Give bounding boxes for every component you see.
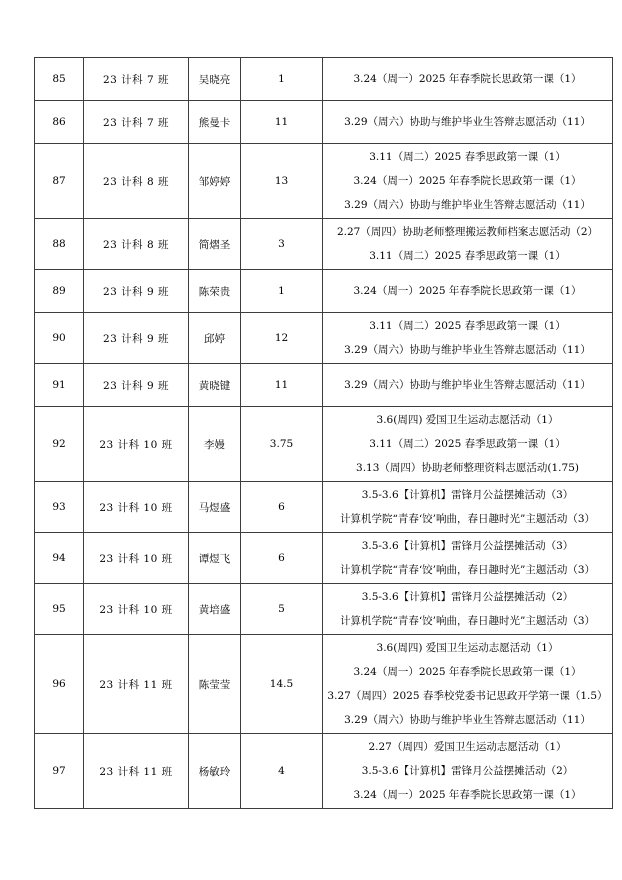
activity-line: 3.11（周二）2025 春季思政第一课（1） <box>369 438 566 450</box>
cell-class-name: 23 计科 11 班 <box>84 734 189 809</box>
cell-student-name: 邱婷 <box>189 313 241 364</box>
cell-activities <box>323 635 613 734</box>
activity-line: 3.24（周一）2025 年春季院长思政第一课（1） <box>353 666 582 678</box>
activity-line: 3.5-3.6【计算机】雷锋月公益摆摊活动（2） <box>361 591 574 603</box>
activity-line: 2.27（周四）爱国卫生运动志愿活动（1） <box>368 741 567 753</box>
activity-line: 3.24（周一）2025 年春季院长思政第一课（1） <box>353 789 582 801</box>
activity-line: 3.5-3.6【计算机】雷锋月公益摆摊活动（3） <box>361 540 574 552</box>
cell-total-hours: 13 <box>241 144 323 219</box>
cell-activities <box>323 734 613 809</box>
cell-class-name: 23 计科 11 班 <box>84 635 189 734</box>
cell-row-number: 89 <box>35 270 84 313</box>
cell-activities <box>323 482 613 533</box>
cell-class-name: 23 计科 10 班 <box>84 407 189 482</box>
cell-student-name: 黄培盛 <box>189 584 241 635</box>
cell-student-name: 陈荣贵 <box>189 270 241 313</box>
activity-line: 3.24（周一）2025 年春季院长思政第一课（1） <box>353 73 582 85</box>
activity-line: 3.11（周二）2025 春季思政第一课（1） <box>369 151 566 163</box>
cell-class-name: 23 计科 7 班 <box>84 58 189 101</box>
cell-row-number: 97 <box>35 734 84 809</box>
table-row <box>35 144 613 219</box>
cell-class-name: 23 计科 10 班 <box>84 584 189 635</box>
activity-line: 3.6(周四) 爱国卫生运动志愿活动（1） <box>376 414 559 426</box>
activity-line: 3.11（周二）2025 春季思政第一课（1） <box>369 250 566 262</box>
cell-total-hours: 3.75 <box>241 407 323 482</box>
activity-line: 3.29（周六）协助与维护毕业生答辩志愿活动（11） <box>344 116 591 128</box>
cell-student-name: 吴晓亮 <box>189 58 241 101</box>
activity-line: 3.29（周六）协助与维护毕业生答辩志愿活动（11） <box>344 199 591 211</box>
cell-total-hours: 11 <box>241 364 323 407</box>
cell-student-name: 陈莹莹 <box>189 635 241 734</box>
activity-line: 计算机学院“青春‘饺’响曲，春日趣时光”主题活动（3） <box>339 564 596 576</box>
cell-student-name: 李嫚 <box>189 407 241 482</box>
table-row <box>35 219 613 270</box>
activity-line: 3.24（周一）2025 年春季院长思政第一课（1） <box>353 175 582 187</box>
cell-row-number: 91 <box>35 364 84 407</box>
cell-activities <box>323 313 613 364</box>
activity-line: 3.29（周六）协助与维护毕业生答辩志愿活动（11） <box>344 344 591 356</box>
cell-total-hours: 4 <box>241 734 323 809</box>
cell-row-number: 94 <box>35 533 84 584</box>
activity-line: 3.11（周二）2025 春季思政第一课（1） <box>369 320 566 332</box>
cell-student-name: 黄晓键 <box>189 364 241 407</box>
activity-line: 3.6(周四) 爱国卫生运动志愿活动（1） <box>376 642 559 654</box>
activity-line: 3.27（周四）2025 春季校党委书记思政开学第一课（1.5） <box>327 690 608 702</box>
cell-total-hours: 11 <box>241 101 323 144</box>
cell-row-number: 85 <box>35 58 84 101</box>
cell-row-number: 87 <box>35 144 84 219</box>
cell-class-name: 23 计科 9 班 <box>84 313 189 364</box>
cell-total-hours: 3 <box>241 219 323 270</box>
cell-activities <box>323 364 613 407</box>
cell-row-number: 90 <box>35 313 84 364</box>
cell-total-hours: 5 <box>241 584 323 635</box>
cell-class-name: 23 计科 10 班 <box>84 482 189 533</box>
cell-student-name: 熊曼卡 <box>189 101 241 144</box>
cell-student-name: 杨敏玲 <box>189 734 241 809</box>
cell-row-number: 86 <box>35 101 84 144</box>
cell-total-hours: 1 <box>241 270 323 313</box>
cell-row-number: 95 <box>35 584 84 635</box>
table-row <box>35 584 613 635</box>
cell-student-name: 马煜盛 <box>189 482 241 533</box>
cell-activities <box>323 407 613 482</box>
cell-row-number: 93 <box>35 482 84 533</box>
activity-line: 3.5-3.6【计算机】雷锋月公益摆摊活动（3） <box>361 489 574 501</box>
cell-student-name: 谭煜飞 <box>189 533 241 584</box>
activity-line: 3.5-3.6【计算机】雷锋月公益摆摊活动（2） <box>361 765 574 777</box>
cell-activities <box>323 584 613 635</box>
cell-class-name: 23 计科 8 班 <box>84 144 189 219</box>
cell-activities <box>323 270 613 313</box>
cell-row-number: 96 <box>35 635 84 734</box>
cell-activities <box>323 144 613 219</box>
table-row <box>35 734 613 809</box>
cell-class-name: 23 计科 8 班 <box>84 219 189 270</box>
table-row <box>35 313 613 364</box>
table-row <box>35 533 613 584</box>
table-row <box>35 364 613 407</box>
cell-activities <box>323 219 613 270</box>
table-row <box>35 635 613 734</box>
cell-activities <box>323 533 613 584</box>
cell-row-number: 92 <box>35 407 84 482</box>
activity-line: 3.24（周一）2025 年春季院长思政第一课（1） <box>353 285 582 297</box>
activity-line: 3.13（周四）协助老师整理资料志愿活动(1.75) <box>356 462 579 474</box>
cell-student-name: 邹婷婷 <box>189 144 241 219</box>
cell-total-hours: 6 <box>241 482 323 533</box>
cell-row-number: 88 <box>35 219 84 270</box>
cell-class-name: 23 计科 7 班 <box>84 101 189 144</box>
cell-class-name: 23 计科 9 班 <box>84 364 189 407</box>
table-row <box>35 58 613 101</box>
cell-total-hours: 1 <box>241 58 323 101</box>
cell-student-name: 简熠圣 <box>189 219 241 270</box>
cell-total-hours: 14.5 <box>241 635 323 734</box>
activity-line: 3.29（周六）协助与维护毕业生答辩志愿活动（11） <box>344 379 591 391</box>
volunteer-hours-table <box>34 57 613 809</box>
cell-total-hours: 12 <box>241 313 323 364</box>
activity-line: 计算机学院“青春‘饺’响曲，春日趣时光”主题活动（3） <box>339 615 596 627</box>
activity-line: 计算机学院“青春‘饺’响曲，春日趣时光”主题活动（3） <box>339 513 596 525</box>
table-body <box>35 58 613 809</box>
cell-class-name: 23 计科 9 班 <box>84 270 189 313</box>
activity-line: 2.27（周四）协助老师整理搬运教师档案志愿活动（2） <box>336 226 599 238</box>
table-row <box>35 407 613 482</box>
table-row <box>35 101 613 144</box>
cell-activities <box>323 101 613 144</box>
activity-line: 3.29（周六）协助与维护毕业生答辩志愿活动（11） <box>344 714 591 726</box>
table-row <box>35 482 613 533</box>
cell-total-hours: 6 <box>241 533 323 584</box>
table-row <box>35 270 613 313</box>
cell-class-name: 23 计科 10 班 <box>84 533 189 584</box>
cell-activities <box>323 58 613 101</box>
